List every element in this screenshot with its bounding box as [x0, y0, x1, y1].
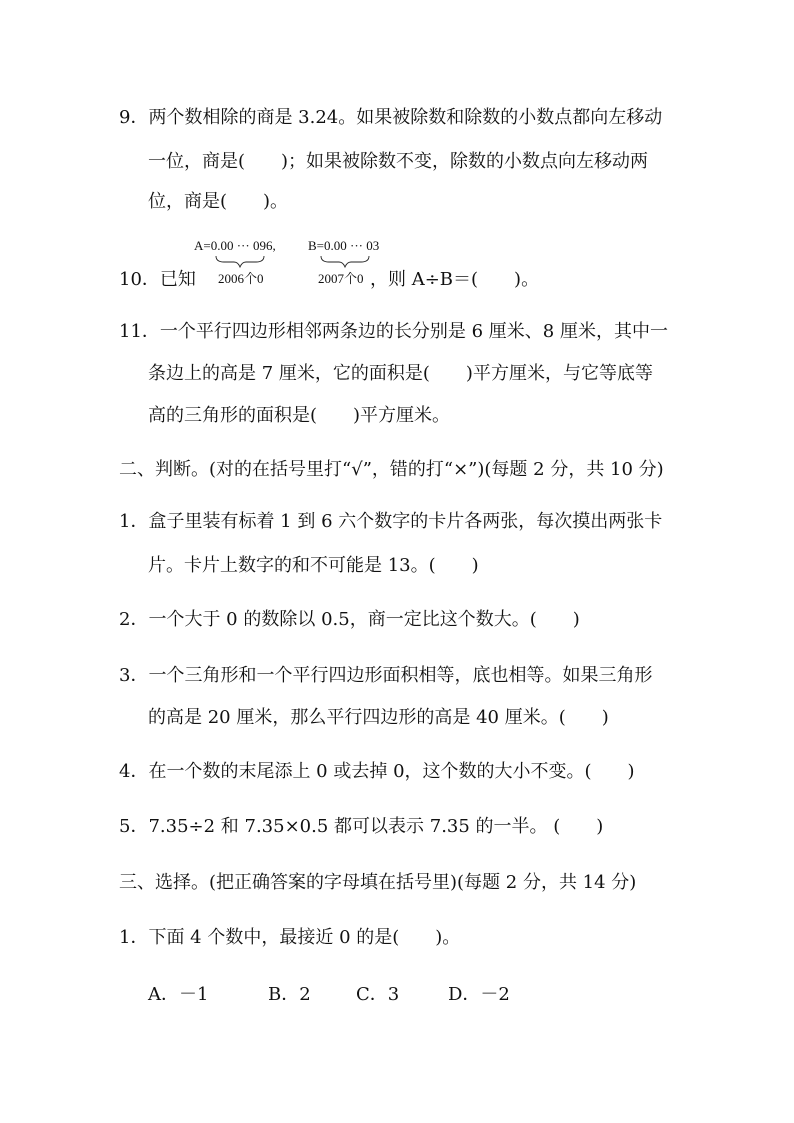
- q11-line-1: 11．一个平行四边形相邻两条边的长分别是 6 厘米、8 厘米，其中一: [119, 321, 668, 342]
- q11-line-3: 高的三角形的面积是( )平方厘米。: [148, 405, 451, 426]
- s2-item-3-line-1: 3．一个三角形和一个平行四边形面积相等，底也相等。如果三角形: [119, 665, 653, 686]
- s3-q1-stem: 1．下面 4 个数中，最接近 0 的是( )。: [119, 927, 461, 948]
- s2-item-4: 4．在一个数的末尾添上 0 或去掉 0，这个数的大小不变。( ): [119, 761, 635, 782]
- q11-line-2: 条边上的高是 7 厘米，它的面积是( )平方厘米，与它等底等: [148, 363, 653, 384]
- underbrace-b: [321, 256, 369, 267]
- formula-a: A=0.00 ··· 096,: [194, 238, 276, 253]
- s2-item-5: 5．7.35÷2 和 7.35×0.5 都可以表示 7.35 的一半。 ( ): [119, 816, 604, 837]
- s3-q1-option-a: A．－1: [148, 984, 209, 1005]
- q9-line-1: 9．两个数相除的商是 3.24。如果被除数和除数的小数点都向左移动: [119, 107, 663, 128]
- brace-label-a: 2006个0: [218, 271, 264, 286]
- q10-formula: [194, 238, 394, 284]
- q9-line-3: 位，商是( )。: [148, 191, 289, 212]
- formula-b: B=0.00 ··· 03: [308, 238, 380, 253]
- s3-q1-option-b: B．2: [268, 984, 311, 1005]
- s3-q1-option-c: C．3: [356, 984, 400, 1005]
- q10-prefix: 10．已知: [119, 269, 196, 290]
- q9-line-2: 一位，商是( )；如果被除数不变，除数的小数点向左移动两: [148, 151, 649, 172]
- s2-item-1-line-2: 片。卡片上数字的和不可能是 13。( ): [148, 555, 479, 576]
- s2-item-1-line-1: 1．盒子里装有标着 1 到 6 六个数字的卡片各两张，每次摸出两张卡: [119, 511, 663, 532]
- section2-heading: 二、判断。(对的在括号里打“√”，错的打“×”)(每题 2 分，共 10 分): [119, 459, 664, 480]
- underbrace-a: [216, 256, 264, 267]
- section3-heading: 三、选择。(把正确答案的字母填在括号里)(每题 2 分，共 14 分): [119, 872, 637, 893]
- q10-suffix: ，则 A÷B＝( )。: [370, 269, 540, 290]
- brace-label-b: 2007个0: [318, 271, 364, 286]
- s2-item-2: 2．一个大于 0 的数除以 0.5，商一定比这个数大。( ): [119, 609, 580, 630]
- s2-item-3-line-2: 的高是 20 厘米，那么平行四边形的高是 40 厘米。( ): [148, 707, 609, 728]
- s3-q1-option-d: D．－2: [448, 984, 510, 1005]
